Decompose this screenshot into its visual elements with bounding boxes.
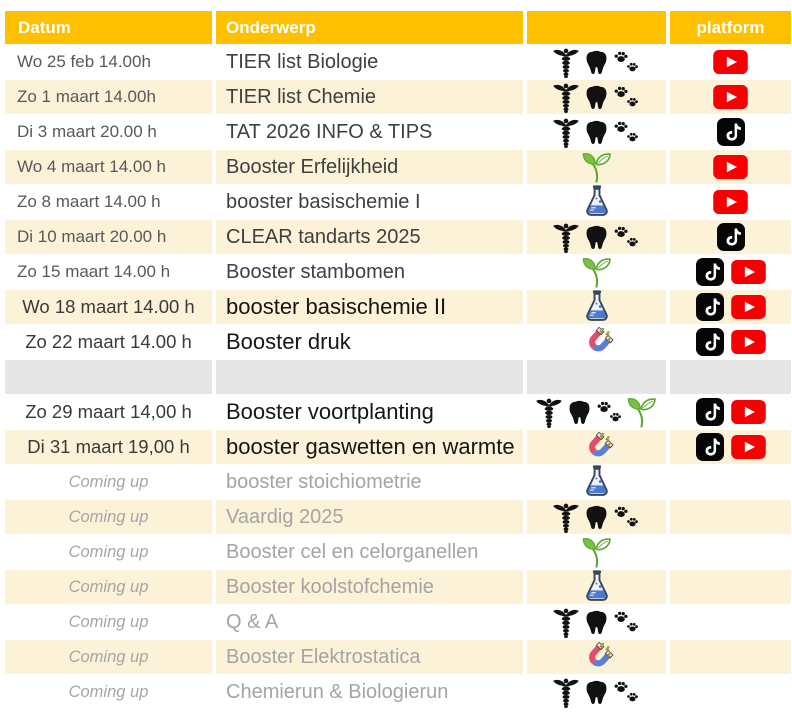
caduceus-icon (552, 46, 580, 79)
tiktok-icon[interactable] (696, 398, 724, 426)
table-row (5, 115, 787, 149)
paws-icon (613, 610, 641, 635)
platform-cell (670, 325, 791, 359)
paws-icon (613, 120, 641, 145)
platform-cell (670, 185, 791, 219)
paws-icon (613, 85, 641, 110)
subject-icons-cell (527, 45, 666, 79)
subject-text: Booster koolstofchemie (226, 575, 434, 598)
tooth-icon (565, 398, 594, 427)
date-cell (5, 360, 212, 394)
subject-icons-cell (527, 465, 666, 499)
subject-text: Chemierun & Biologierun (226, 680, 449, 703)
subject-text: TIER list Chemie (226, 85, 377, 108)
subject-text: booster gaswetten en warmte (226, 434, 515, 459)
subject-icons-cell (527, 640, 666, 674)
date-text: Coming up (68, 682, 149, 701)
table-row (5, 80, 787, 114)
youtube-icon[interactable] (731, 435, 766, 459)
flask-icon (582, 569, 612, 605)
subject-cell (216, 500, 523, 534)
schedule-table (5, 11, 787, 709)
magnet-icon (580, 431, 614, 464)
date-text: Coming up (68, 612, 149, 631)
caduceus-icon (535, 396, 563, 429)
subject-text: TAT 2026 INFO & TIPS (226, 120, 433, 143)
date-cell (5, 395, 212, 429)
table-row (5, 325, 787, 359)
table-row (5, 220, 787, 254)
paws-icon (596, 400, 624, 425)
caduceus-icon (552, 116, 580, 149)
platform-cell (670, 465, 791, 499)
subject-icons-cell (527, 220, 666, 254)
date-cell (5, 325, 212, 359)
tooth-icon (582, 83, 611, 112)
subject-icons-cell (527, 675, 666, 709)
subject-icons-cell (527, 255, 666, 289)
header-datum: Datum (5, 11, 212, 44)
paws-icon (613, 680, 641, 705)
platform-cell (670, 290, 791, 324)
youtube-icon[interactable] (731, 400, 766, 424)
leaf-icon (581, 151, 613, 183)
subject-icons-cell (527, 115, 666, 149)
subject-cell (216, 360, 523, 394)
youtube-icon[interactable] (713, 190, 748, 214)
platform-cell (670, 395, 791, 429)
youtube-icon[interactable] (731, 295, 766, 319)
date-cell (5, 535, 212, 569)
date-text: Zo 1 maart 14.00h (17, 87, 156, 106)
subject-icons-cell (527, 80, 666, 114)
subject-text: Vaardig 2025 (226, 505, 344, 528)
subject-text: Booster voortplanting (226, 399, 434, 424)
flask-icon (582, 289, 612, 325)
caduceus-icon (552, 501, 580, 534)
table-row (5, 535, 787, 569)
platform-cell (670, 220, 791, 254)
date-text: Coming up (68, 577, 149, 596)
table-row (5, 430, 787, 464)
date-text: Wo 25 feb 14.00h (17, 52, 151, 71)
table-row (5, 150, 787, 184)
table-row (5, 255, 787, 289)
youtube-icon[interactable] (731, 330, 766, 354)
tooth-icon (582, 503, 611, 532)
subject-icons-cell (527, 605, 666, 639)
date-text: Coming up (68, 542, 149, 561)
subject-cell (216, 640, 523, 674)
header-icons (527, 11, 666, 44)
date-text: Di 10 maart 20.00 h (17, 227, 167, 246)
date-cell (5, 45, 212, 79)
youtube-icon[interactable] (713, 155, 748, 179)
subject-text: Q & A (226, 610, 279, 633)
platform-cell (670, 45, 791, 79)
date-cell (5, 675, 212, 709)
date-text: Wo 18 maart 14.00 h (22, 296, 195, 317)
date-cell (5, 80, 212, 114)
date-cell (5, 465, 212, 499)
table-row (5, 185, 787, 219)
subject-cell (216, 465, 523, 499)
subject-cell (216, 430, 523, 464)
subject-cell (216, 115, 523, 149)
platform-cell (670, 500, 791, 534)
table-header-row (5, 11, 787, 44)
platform-cell (670, 430, 791, 464)
leaf-icon (581, 536, 613, 568)
leaf-icon (626, 396, 658, 428)
header-platform: platform (670, 11, 791, 44)
table-row (5, 675, 787, 709)
youtube-icon[interactable] (731, 260, 766, 284)
date-text: Wo 4 maart 14.00 h (17, 157, 166, 176)
platform-cell (670, 640, 791, 674)
subject-cell (216, 605, 523, 639)
youtube-icon[interactable] (713, 50, 748, 74)
date-text: Di 3 maart 20.00 h (17, 122, 157, 141)
subject-cell (216, 220, 523, 254)
platform-cell (670, 605, 791, 639)
subject-text: Booster Erfelijkheid (226, 155, 399, 178)
platform-cell (670, 115, 791, 149)
date-cell (5, 605, 212, 639)
date-cell (5, 220, 212, 254)
subject-icons-cell (527, 290, 666, 324)
flask-icon (582, 464, 612, 500)
magnet-icon (580, 326, 614, 359)
subject-icons-cell (527, 395, 666, 429)
date-cell (5, 115, 212, 149)
platform-cell (670, 570, 791, 604)
paws-icon (613, 225, 641, 250)
subject-text: TIER list Biologie (226, 50, 379, 73)
subject-text: Booster stambomen (226, 260, 405, 283)
date-cell (5, 150, 212, 184)
date-cell (5, 500, 212, 534)
flask-icon (582, 184, 612, 220)
platform-cell (670, 535, 791, 569)
tooth-icon (582, 118, 611, 147)
date-text: Di 31 maart 19,00 h (27, 436, 190, 457)
table-row (5, 290, 787, 324)
table-row (5, 605, 787, 639)
subject-icons-cell (527, 325, 666, 359)
subject-cell (216, 395, 523, 429)
subject-icons-cell (527, 430, 666, 464)
table-row (5, 500, 787, 534)
date-text: Zo 29 maart 14,00 h (25, 401, 192, 422)
subject-icons-cell (527, 570, 666, 604)
table-body (5, 45, 787, 709)
platform-cell (670, 675, 791, 709)
table-row (5, 45, 787, 79)
subject-text: Booster Elektrostatica (226, 645, 421, 668)
platform-cell (670, 360, 791, 394)
header-onderwerp: Onderwerp (216, 11, 523, 44)
caduceus-icon (552, 606, 580, 639)
subject-cell (216, 325, 523, 359)
table-row (5, 360, 787, 394)
subject-text: booster basischemie II (226, 294, 447, 319)
caduceus-icon (552, 676, 580, 709)
date-text: Coming up (68, 507, 149, 526)
subject-cell (216, 535, 523, 569)
tooth-icon (582, 678, 611, 707)
subject-icons-cell (527, 360, 666, 394)
date-text: Zo 15 maart 14.00 h (17, 262, 171, 281)
subject-cell (216, 80, 523, 114)
date-text: Coming up (68, 647, 149, 666)
date-text: Coming up (68, 472, 149, 491)
date-text: Zo 22 maart 14.00 h (25, 331, 192, 352)
platform-cell (670, 80, 791, 114)
date-cell (5, 290, 212, 324)
subject-cell (216, 185, 523, 219)
paws-icon (613, 50, 641, 75)
date-cell (5, 255, 212, 289)
date-text: Zo 8 maart 14.00 h (17, 192, 161, 211)
platform-cell (670, 150, 791, 184)
magnet-icon (580, 641, 614, 674)
tiktok-icon[interactable] (696, 293, 724, 321)
subject-icons-cell (527, 500, 666, 534)
tiktok-icon[interactable] (717, 118, 745, 146)
tiktok-icon[interactable] (696, 433, 724, 461)
table-row (5, 395, 787, 429)
table-row (5, 570, 787, 604)
date-cell (5, 570, 212, 604)
subject-text: CLEAR tandarts 2025 (226, 225, 421, 248)
date-cell (5, 185, 212, 219)
subject-cell (216, 570, 523, 604)
subject-icons-cell (527, 535, 666, 569)
table-row (5, 640, 787, 674)
subject-text: Booster cel en celorganellen (226, 540, 479, 563)
leaf-icon (581, 256, 613, 288)
table-row (5, 465, 787, 499)
subject-icons-cell (527, 150, 666, 184)
tooth-icon (582, 608, 611, 637)
caduceus-icon (552, 81, 580, 114)
youtube-icon[interactable] (713, 85, 748, 109)
platform-cell (670, 255, 791, 289)
subject-icons-cell (527, 185, 666, 219)
subject-text: Booster druk (226, 329, 351, 354)
subject-cell (216, 675, 523, 709)
tooth-icon (582, 223, 611, 252)
paws-icon (613, 505, 641, 530)
caduceus-icon (552, 221, 580, 254)
subject-cell (216, 45, 523, 79)
subject-text: booster basischemie I (226, 190, 421, 213)
tiktok-icon[interactable] (717, 223, 745, 251)
tiktok-icon[interactable] (696, 328, 724, 356)
subject-text: booster stoichiometrie (226, 470, 422, 493)
subject-cell (216, 255, 523, 289)
date-cell (5, 430, 212, 464)
tooth-icon (582, 48, 611, 77)
date-cell (5, 640, 212, 674)
tiktok-icon[interactable] (696, 258, 724, 286)
subject-cell (216, 290, 523, 324)
subject-cell (216, 150, 523, 184)
